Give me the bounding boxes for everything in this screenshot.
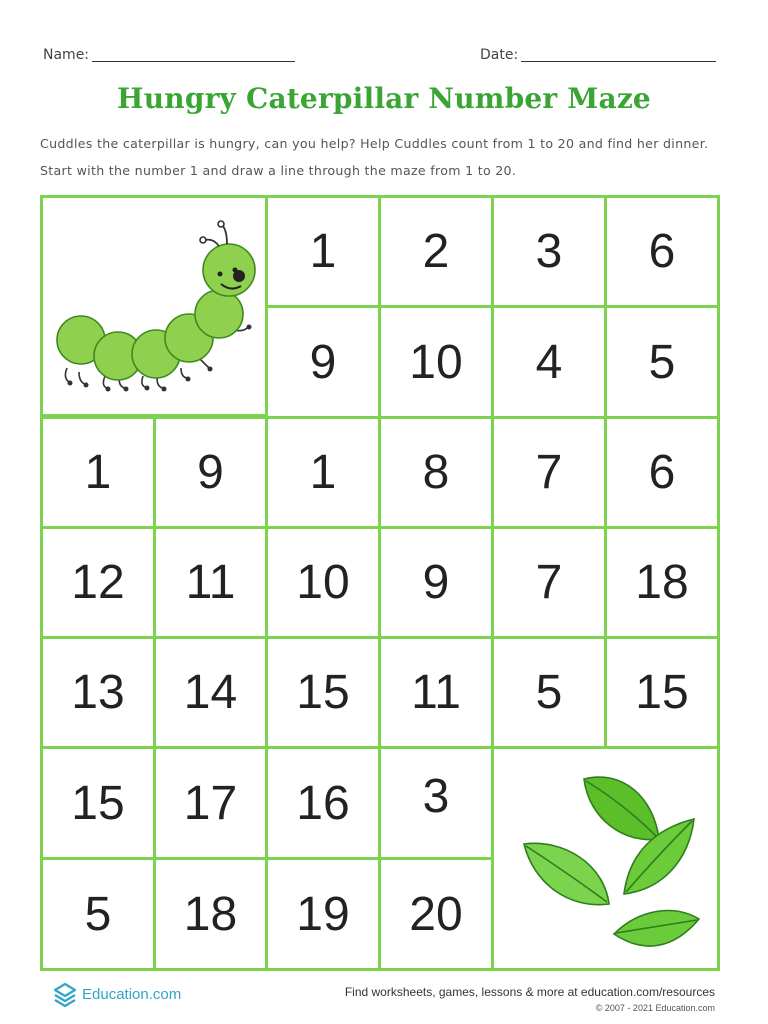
number-maze [40, 195, 720, 971]
maze-cell[interactable]: 18 [153, 857, 268, 971]
maze-cell[interactable]: 5 [604, 305, 720, 419]
maze-cell[interactable]: 17 [153, 746, 268, 860]
maze-cell[interactable]: 5 [491, 636, 607, 749]
maze-cell[interactable]: 10 [378, 305, 494, 419]
caterpillar-start-cell [40, 195, 268, 417]
maze-cell[interactable]: 15 [265, 636, 381, 749]
maze-cell[interactable]: 6 [604, 416, 720, 529]
maze-cell[interactable]: 19 [265, 857, 381, 971]
maze-cell[interactable]: 9 [265, 305, 381, 419]
maze-cell[interactable]: 11 [378, 636, 494, 749]
maze-cell[interactable]: 18 [604, 526, 720, 639]
maze-cell[interactable]: 5 [40, 857, 156, 971]
leaves-finish-cell [491, 746, 720, 971]
instructions-line-2: Start with the number 1 and draw a line through the maze from 1 to 20. [40, 163, 517, 178]
maze-cell[interactable]: 8 [378, 416, 494, 529]
maze-cell[interactable]: 11 [153, 526, 268, 639]
maze-cell[interactable]: 3 [378, 746, 494, 860]
education-logo-icon [52, 980, 78, 1008]
maze-cell[interactable]: 16 [265, 746, 381, 860]
maze-cell[interactable]: 7 [491, 416, 607, 529]
footer-find-text[interactable]: Find worksheets, games, lessons & more at education.com/resources [344, 985, 715, 999]
maze-cell[interactable]: 20 [378, 857, 494, 971]
maze-cell[interactable]: 1 [265, 195, 381, 308]
maze-cell[interactable]: 3 [491, 195, 607, 308]
maze-cell[interactable]: 15 [604, 636, 720, 749]
worksheet-title: Hungry Caterpillar Number Maze [117, 82, 651, 115]
footer-copyright: © 2007 - 2021 Education.com [595, 1003, 715, 1013]
maze-cell[interactable]: 4 [491, 305, 607, 419]
date-label: Date: [480, 47, 519, 63]
maze-cell[interactable]: 6 [604, 195, 720, 308]
maze-cell[interactable]: 9 [153, 416, 268, 529]
maze-cell[interactable]: 2 [378, 195, 494, 308]
maze-cell[interactable]: 9 [378, 526, 494, 639]
maze-cell[interactable]: 15 [40, 746, 156, 860]
maze-cell[interactable]: 12 [40, 526, 156, 639]
maze-cell[interactable]: 13 [40, 636, 156, 749]
maze-cell[interactable]: 14 [153, 636, 268, 749]
name-label: Name: [43, 47, 90, 63]
maze-cell[interactable]: 1 [40, 416, 156, 529]
maze-cell[interactable]: 7 [491, 526, 607, 639]
name-line[interactable] [92, 61, 295, 62]
education-brand: Education.com [82, 985, 182, 1003]
maze-cell[interactable]: 10 [265, 526, 381, 639]
instructions-line-1: Cuddles the caterpillar is hungry, can you help? Help Cuddles count from 1 to 20 and find her dinner. [40, 136, 709, 151]
caterpillar-icon [43, 198, 265, 414]
date-line[interactable] [521, 61, 716, 62]
education-logo[interactable] [52, 980, 181, 1008]
leaves-icon [494, 749, 717, 968]
maze-cell[interactable]: 1 [265, 416, 381, 529]
